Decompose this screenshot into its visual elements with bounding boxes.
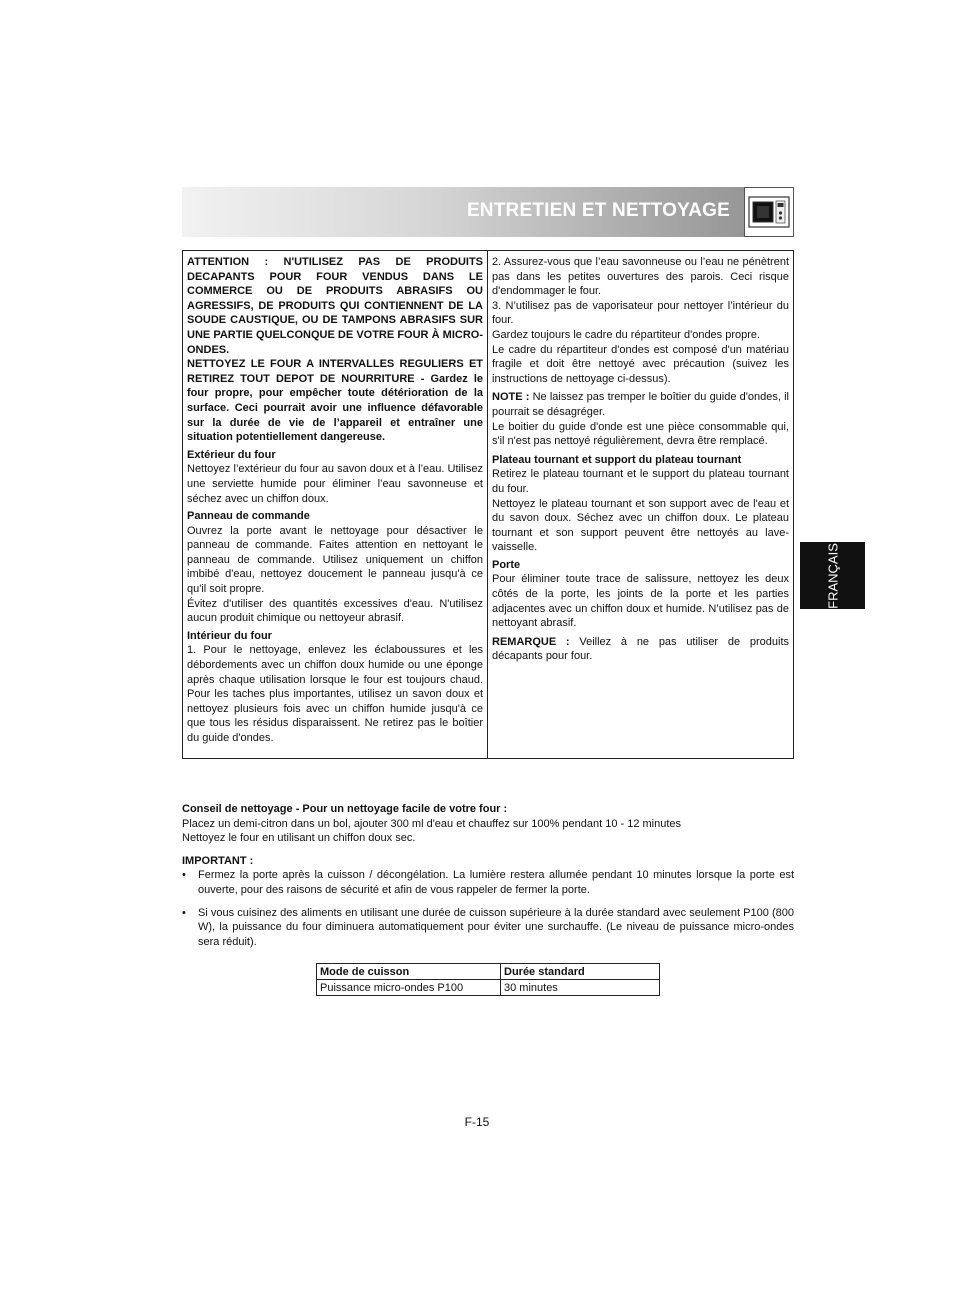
table-cell: 30 minutes bbox=[501, 980, 660, 996]
tip-text: Placez un demi-citron dans un bol, ajouter 300 ml d'eau et chauffez sur 100% pendant 10 - 12 minutes bbox=[182, 817, 682, 830]
language-label: FRANÇAIS bbox=[825, 542, 840, 609]
remark-paragraph bbox=[492, 635, 789, 664]
important-heading: IMPORTANT : bbox=[182, 854, 254, 867]
frame-text: Gardez toujours le cadre du répartiteur d'ondes propre. bbox=[492, 328, 761, 341]
step-3-text: 3. N’utilisez pas de vaporisateur pour nettoyer l’intérieur du four. bbox=[492, 299, 789, 327]
warning-abrasives: ATTENTION : N'UTILISEZ PAS DE PRODUITS DECAPANTS POUR FOUR VENDUS DANS LE COMMERCE OU DE PRODUITS ABRASIFS OU AGRESSIFS, DE PRODUITS QUI CONTIENNENT DE LA SOUDE CAUSTIQUE, OU DE TAMPONS ABRASIFS SUR UNE PARTIE QUELCONQUE DE VOTRE FOUR À MICRO-ONDES. bbox=[187, 256, 483, 356]
table-cell: Puissance micro-ondes P100 bbox=[317, 980, 501, 996]
tip-text: Nettoyez le four en utilisant un chiffon doux sec. bbox=[182, 832, 416, 845]
interior-text: 1. Pour le nettoyage, enlevez les éclaboussures et les débordements avec un chiffon doux humide ou une éponge après chaque utilisation lorsque le four est toujours chaud. Pour les taches plus importantes, utilisez un savon doux et nettoyez plusieurs fois avec un chiffon humide jusqu'à ce que tous les résidus disparaissent. Ne retirez pas le boîtier du guide d'ondes. bbox=[187, 644, 483, 744]
list-item: • Si vous cuisinez des aliments en utilisant une durée de cuisson supérieure à la durée standard avec seulement P100 (800 W), la puissance du four diminuera automatiquement pour éviter une surchauffe. (Le niveau de puissance micro-ondes sera réduit). bbox=[182, 906, 794, 950]
note-paragraph bbox=[492, 390, 789, 419]
remark-text: Veillez à ne pas utiliser de produits décapants pour four. bbox=[492, 635, 789, 663]
panel-text: Évitez d'utiliser des quantités excessives d'eau. N'utilisez aucun produit chimique ou nettoyeur abrasif. bbox=[187, 597, 483, 625]
exterior-heading: Extérieur du four bbox=[187, 448, 276, 461]
page-number: F-15 bbox=[464, 1115, 490, 1129]
microwave-icon bbox=[744, 187, 794, 237]
panel-heading: Panneau de commande bbox=[187, 510, 310, 523]
section-header bbox=[182, 187, 794, 237]
turntable-text: Nettoyez le plateau tournant et son support avec de l'eau et du savon doux. Séchez avec un chiffon doux. Le plateau tournant et son support peuvent être nettoyés au lave-vaisselle. bbox=[492, 497, 789, 554]
turntable-heading: Plateau tournant et support du plateau tournant bbox=[492, 453, 742, 466]
panel-text: Ouvrez la porte avant le nettoyage pour désactiver le panneau de commande. Faites attention en nettoyant le panneau de commande. Utilisez uniquement un chiffon imbibé d'eau, nettoyez doucement le panneau jusqu'à ce qu'il soit propre. bbox=[187, 524, 483, 596]
table-header-row bbox=[317, 964, 660, 980]
left-column bbox=[183, 251, 488, 758]
door-heading: Porte bbox=[492, 558, 521, 571]
note-text: Le boitier du guide d'onde est une pièce consommable qui, s'il n'est pas nettoyé régulièrement, devra être remplacé. bbox=[492, 420, 789, 448]
important-list bbox=[182, 868, 794, 949]
interior-heading: Intérieur du four bbox=[187, 629, 272, 642]
table-row bbox=[317, 980, 660, 996]
step-2-text: 2. Assurez-vous que l’eau savonneuse ou l’eau ne pénètrent pas dans les petites ouvertures des parois. Ceci risque d'endommager le four. bbox=[492, 256, 789, 298]
standard-duration-table bbox=[316, 963, 660, 996]
cleaning-instructions-table bbox=[182, 250, 794, 759]
column-header: Mode de cuisson bbox=[317, 964, 501, 980]
section-title: ENTRETIEN ET NETTOYAGE bbox=[466, 200, 730, 221]
note-label: NOTE : bbox=[492, 391, 530, 404]
warning-regular-cleaning: NETTOYEZ LE FOUR A INTERVALLES REGULIERS ET RETIREZ TOUT DEPOT DE NOURRITURE - Gardez le four propre, pour empêcher toute détérioration de la surface. Ceci pourrait avoir une influence défavorable sur la durée de vie de l’appareil et entraîner une situation potentiellement dangereuse. bbox=[187, 358, 483, 444]
tips-section bbox=[182, 802, 794, 949]
list-item: • Fermez la porte après la cuisson / décongélation. La lumière restera allumée pendant 10 minutes lorsque la porte est ouverte, pour des raisons de sécurité et afin de vous rappeler de fermer la porte. bbox=[182, 868, 794, 897]
door-text: Pour éliminer toute trace de salissure, nettoyez les deux côtés de la porte, les joints de la porte et les parties adjacentes avec un chiffon doux et humide. N’utilisez pas de nettoyant abrasif. bbox=[492, 573, 789, 630]
tip-heading: Conseil de nettoyage - Pour un nettoyage facile de votre four : bbox=[182, 803, 508, 815]
frame-text: Le cadre du répartiteur d'ondes est composé d'un matériau fragile et doit être nettoyé avec précaution (suivez les instructions de nettoyage ci-dessus). bbox=[492, 343, 789, 385]
note-text: Ne laissez pas tremper le boîtier du guide d'ondes, il pourrait se désagréger. bbox=[492, 391, 789, 418]
remark-label: REMARQUE : bbox=[492, 635, 570, 648]
exterior-text: Nettoyez l’extérieur du four au savon doux et à l’eau. Utilisez une serviette humide pour éliminer l’eau savonneuse et séchez avec un chiffon doux. bbox=[187, 463, 483, 505]
language-tab bbox=[800, 542, 865, 609]
column-header: Durée standard bbox=[501, 964, 660, 980]
turntable-text: Retirez le plateau tournant et le support du plateau tournant du four. bbox=[492, 468, 789, 495]
right-column bbox=[488, 251, 793, 758]
